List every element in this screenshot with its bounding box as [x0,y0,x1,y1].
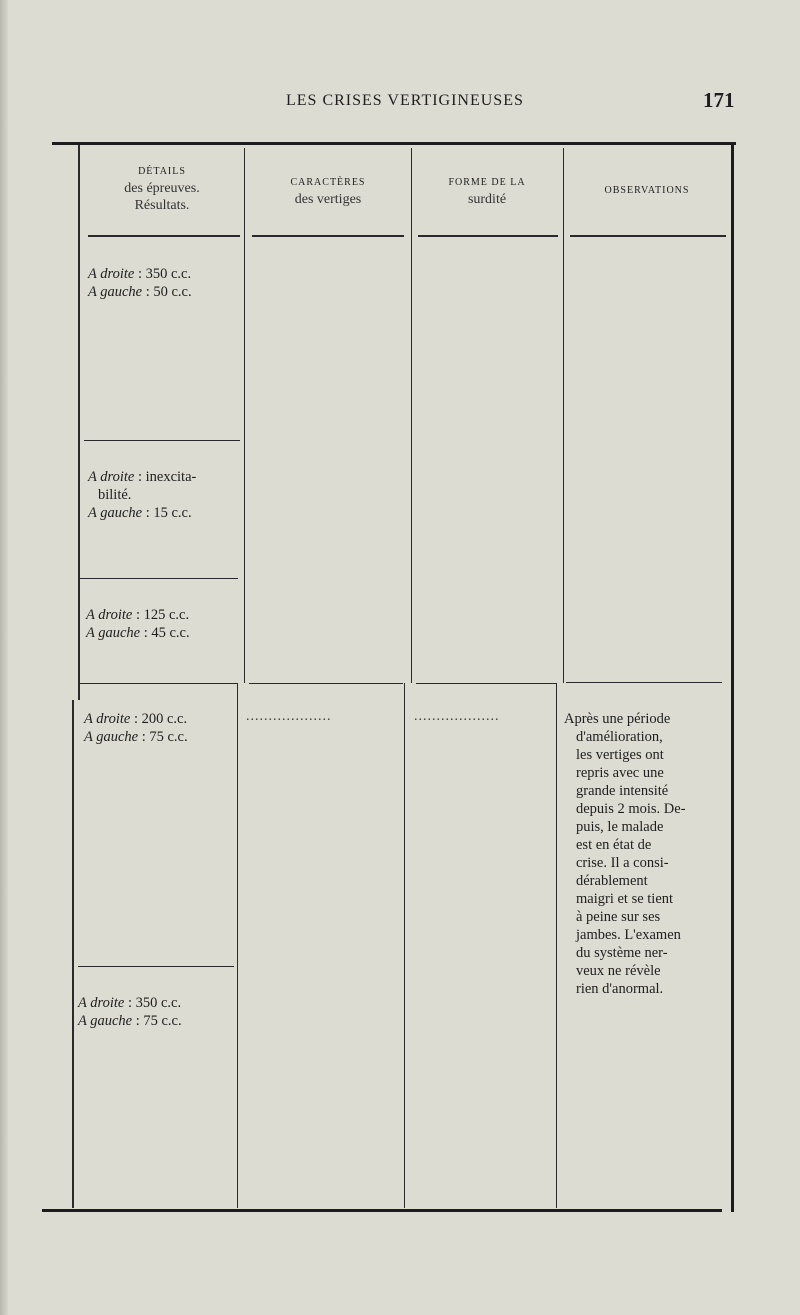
droite-value-cont: bilité. [98,487,132,503]
table-left-border-lower [72,700,74,1208]
table-top-rule [52,142,736,145]
head-underline-4 [570,235,726,237]
droite-label: A droite [88,266,135,282]
gauche-value: : 75 c.c. [141,729,188,745]
observation-line: maigri et se tient [576,891,674,907]
details-row-5 [78,994,182,1030]
droite-value: : 350 c.c. [127,995,182,1011]
page-number: 171 [703,88,735,112]
observation-line: à peine sur ses [576,909,661,925]
droite-value: : 125 c.c. [135,607,190,623]
droite-label: A droite [78,995,125,1011]
row-sep-3c [416,683,556,684]
col-sep-2-lower [404,683,405,1208]
gauche-value: : 50 c.c. [145,284,192,300]
table-right-border [731,142,734,1212]
col-head-observations-line1: OBSERVATIONS [604,185,690,196]
droite-label: A droite [84,711,131,727]
details-row-4 [84,710,188,746]
col-sep-2 [411,148,412,683]
droite-label: A droite [86,607,133,623]
observation-line: Après une période [564,711,671,727]
col-head-details [84,163,240,214]
col-head-details-line1: DÉTAILS [138,166,186,177]
forme-leader-dots: ................... [414,709,500,724]
gauche-label: A gauche [84,729,139,745]
col-head-caracteres [248,174,408,208]
row-sep-1 [84,440,240,441]
col-head-observations [566,182,728,199]
col-head-forme-line2: surdité [467,192,507,207]
col-sep-3 [563,148,564,683]
observation-line: rien d'anormal. [576,981,664,997]
droite-value: : 350 c.c. [137,266,192,282]
col-sep-1-lower [237,683,238,1208]
running-title: LES CRISES VERTIGINEUSES [286,92,524,109]
droite-label: A droite [88,469,135,485]
col-head-forme-line1: FORME DE LA [448,177,526,188]
details-row-3 [86,606,190,642]
observation-line: veux ne révèle [576,963,661,979]
details-row-2 [88,468,196,522]
observation-line: crise. Il a consi- [576,855,669,871]
head-underline-2 [252,235,404,237]
droite-value: : inexcita- [137,469,197,485]
caracteres-leader-dots: ................... [246,709,332,724]
page-edge [0,0,8,1315]
col-head-details-line3: Résultats. [134,198,190,213]
col-head-forme [414,174,560,208]
observation-line: repris avec une [576,765,664,781]
observation-line: grande intensité [576,783,669,799]
observation-line: du système ner- [576,945,668,961]
table-left-border [78,145,80,700]
col-sep-3-lower [556,683,557,1208]
observation-line: les vertiges ont [576,747,664,763]
observation-line: depuis 2 mois. De- [576,801,686,817]
col-head-details-line2: des épreuves. [124,181,200,196]
row-sep-3d [566,682,722,683]
row-sep-3b [249,683,403,684]
row-sep-4 [78,966,234,967]
gauche-label: A gauche [88,505,143,521]
table-bottom-rule [42,1209,722,1212]
details-row-1 [88,265,192,301]
observation-line: puis, le malade [576,819,664,835]
col-head-caracteres-line1: CARACTÈRES [290,177,366,188]
gauche-label: A gauche [78,1013,133,1029]
gauche-label: A gauche [88,284,143,300]
gauche-value: : 45 c.c. [143,625,190,641]
gauche-value: : 15 c.c. [145,505,192,521]
observation-line: dérablement [576,873,648,889]
gauche-label: A gauche [86,625,141,641]
col-sep-1 [244,148,245,683]
col-head-caracteres-line2: des vertiges [294,192,362,207]
gauche-value: : 75 c.c. [135,1013,182,1029]
row-sep-2 [80,578,238,579]
head-underline-3 [418,235,558,237]
observation-line: d'amélioration, [576,729,663,745]
row-sep-3a [80,683,238,684]
droite-value: : 200 c.c. [133,711,188,727]
observation-line: jambes. L'examen [576,927,681,943]
head-underline-1 [88,235,240,237]
observation-text [564,710,714,998]
observation-line: est en état de [576,837,652,853]
